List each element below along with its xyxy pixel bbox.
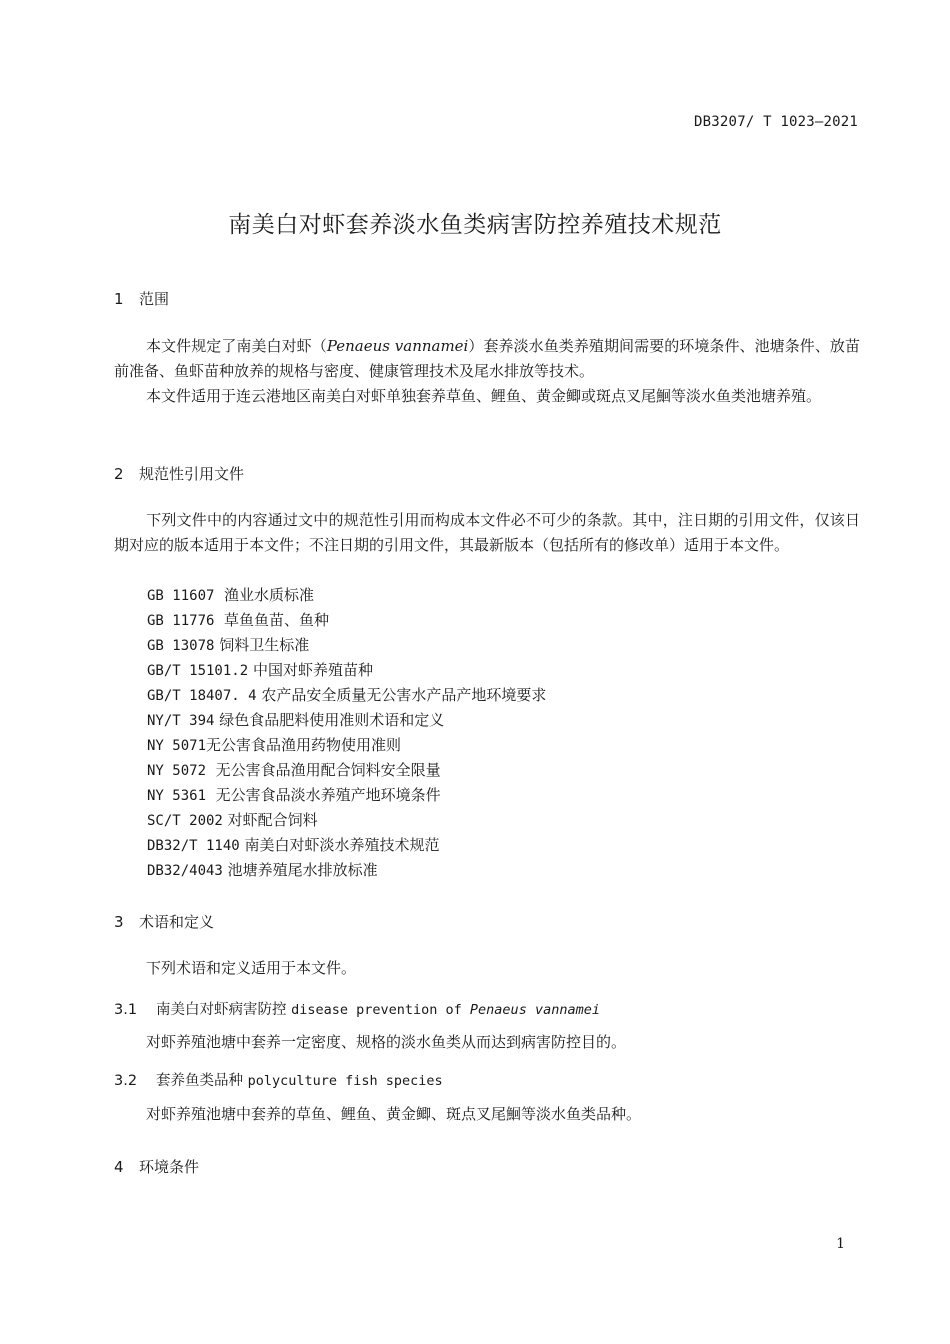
section-number: 3 — [114, 913, 124, 931]
term-english: disease prevention of Penaeus vannamei — [291, 1002, 600, 1018]
reference-item: NY 5072 无公害食品渔用配合饲料安全限量 — [147, 761, 441, 779]
reference-item: DB32/T 1140 南美白对虾淡水养殖技术规范 — [147, 836, 440, 854]
reference-item: NY/T 394 绿色食品肥料使用准则术语和定义 — [147, 711, 445, 729]
term-number: 3.1 — [114, 1002, 138, 1018]
section-3-heading — [114, 911, 214, 932]
section-title: 环境条件 — [139, 1158, 200, 1176]
section-number: 2 — [114, 465, 124, 483]
latin-species-name: Penaeus vannamei — [326, 337, 469, 355]
term-name: 套养鱼类品种 — [156, 1073, 243, 1089]
section-1-paragraph-2: 本文件适用于连云港地区南美白对虾单独套养草鱼、鲤鱼、黄金鲫或斑点叉尾鮰等淡水鱼类池塘养殖。 — [146, 387, 822, 405]
term-name: 南美白对虾病害防控 — [156, 1002, 287, 1018]
section-title: 范围 — [139, 290, 170, 308]
reference-item: GB 11776 草鱼鱼苗、鱼种 — [147, 611, 329, 629]
page-number: 1 — [836, 1236, 845, 1252]
reference-item: GB 13078 饲料卫生标准 — [147, 636, 310, 654]
section-number: 1 — [114, 290, 124, 308]
standard-code: DB3207/ T 1023—2021 — [694, 114, 858, 130]
section-title: 术语和定义 — [139, 913, 215, 931]
term-3-1-definition: 对虾养殖池塘中套养一定密度、规格的淡水鱼类从而达到病害防控目的。 — [146, 1033, 627, 1051]
reference-item: NY 5361 无公害食品淡水养殖产地环境条件 — [147, 786, 441, 804]
reference-item: NY 5071无公害食品渔用药物使用准则 — [147, 736, 402, 754]
reference-item: DB32/4043 池塘养殖尾水排放标准 — [147, 861, 378, 879]
document-title: 南美白对虾套养淡水鱼类病害防控养殖技术规范 — [228, 212, 722, 238]
term-3-2-definition: 对虾养殖池塘中套养的草鱼、鲤鱼、黄金鲫、斑点叉尾鮰等淡水鱼类品种。 — [146, 1105, 642, 1123]
reference-item: SC/T 2002 对虾配合饲料 — [147, 811, 318, 829]
term-number: 3.2 — [114, 1073, 138, 1089]
reference-item: GB/T 15101.2 中国对虾养殖苗种 — [147, 661, 373, 679]
normative-reference-list — [147, 583, 546, 883]
term-3-1-heading — [114, 998, 600, 1019]
reference-item: GB/T 18407. 4 农产品安全质量无公害水产品产地环境要求 — [147, 686, 547, 704]
section-3-intro: 下列术语和定义适用于本文件。 — [146, 959, 357, 977]
section-1-paragraph-1: 本文件规定了南美白对虾（Penaeus vannamei）套养淡水鱼类养殖期间需要的环境条件、池塘条件、放苗前准备、鱼虾苗种放养的规格与密度、健康管理技术及尾水排放等技术。 — [114, 337, 860, 380]
section-2-heading — [114, 463, 244, 484]
reference-item: GB 11607 渔业水质标准 — [147, 586, 314, 604]
term-3-2-heading — [114, 1069, 443, 1090]
section-title: 规范性引用文件 — [139, 465, 245, 483]
term-english: polyculture fish species — [247, 1073, 443, 1089]
section-4-heading — [114, 1156, 199, 1177]
section-1-heading — [114, 288, 169, 309]
section-2-paragraph-1: 下列文件中的内容通过文中的规范性引用而构成本文件必不可少的条款。其中，注日期的引用文件，仅该日期对应的版本适用于本文件；不注日期的引用文件，其最新版本（包括所有的修改单）适用于本文件。 — [114, 511, 860, 554]
section-number: 4 — [114, 1158, 124, 1176]
